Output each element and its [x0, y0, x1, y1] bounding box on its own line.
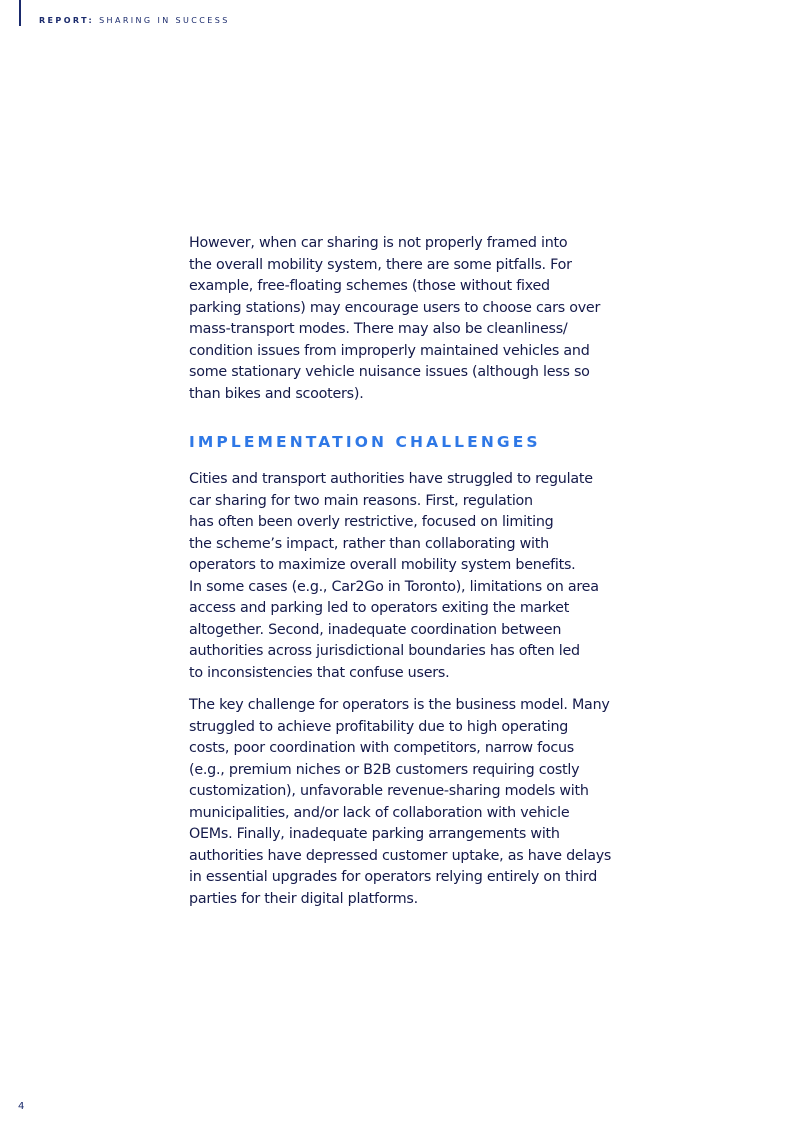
text-line: customization), unfavorable revenue-sharing models with	[189, 783, 589, 799]
text-line: OEMs. Finally, inadequate parking arrangements with	[189, 826, 560, 842]
text-line: The key challenge for operators is the business model. Many	[189, 697, 610, 713]
text-line: operators to maximize overall mobility system benefits.	[189, 557, 576, 573]
text-line: the scheme’s impact, rather than collaborating with	[189, 535, 549, 552]
intro-paragraph	[189, 233, 614, 405]
running-header	[39, 16, 230, 25]
text-line: car sharing for two main reasons. First, regulation	[189, 492, 533, 509]
page-number: 4	[18, 1101, 25, 1112]
running-header-title: SHARING IN SUCCESS	[99, 16, 230, 25]
text-line: authorities have depressed customer uptake, as have delays	[189, 847, 612, 864]
text-line: mass-transport modes. There may also be cleanliness/	[189, 321, 568, 337]
text-line: However, when car sharing is not properly framed into	[189, 235, 568, 251]
text-line: the overall mobility system, there are some pitfalls. For	[189, 256, 572, 273]
business-model-paragraph	[189, 695, 614, 910]
text-line: costs, poor coordination with competitors, narrow focus	[189, 740, 574, 756]
text-line: struggled to achieve profitability due to high operating	[189, 718, 569, 735]
text-line: has often been overly restrictive, focused on limiting	[189, 514, 554, 530]
text-line: to inconsistencies that confuse users.	[189, 664, 450, 681]
text-line: (e.g., premium niches or B2B customers requiring costly	[189, 761, 580, 778]
text-line: authorities across jurisdictional boundaries has often led	[189, 643, 580, 659]
text-line: Cities and transport authorities have struggled to regulate	[189, 471, 593, 487]
text-line: parties for their digital platforms.	[189, 890, 418, 907]
text-line: condition issues from improperly maintained vehicles and	[189, 342, 590, 359]
header-rule	[19, 0, 21, 26]
text-line: municipalities, and/or lack of collaboration with vehicle	[189, 804, 570, 821]
section-heading: IMPLEMENTATION CHALLENGES	[189, 433, 541, 451]
text-line: access and parking led to operators exiting the market	[189, 600, 570, 616]
text-line: example, free-floating schemes (those without fixed	[189, 278, 550, 294]
text-line: some stationary vehicle nuisance issues (although less so	[189, 364, 590, 380]
article-body	[189, 233, 614, 910]
regulation-paragraph	[189, 469, 614, 684]
text-line: than bikes and scooters).	[189, 385, 364, 402]
text-line: In some cases (e.g., Car2Go in Toronto), limitations on area	[189, 578, 599, 595]
running-header-label: REPORT:	[39, 16, 95, 25]
text-line: in essential upgrades for operators relying entirely on third	[189, 869, 598, 885]
text-line: altogether. Second, inadequate coordination between	[189, 621, 562, 638]
text-line: parking stations) may encourage users to choose cars over	[189, 299, 601, 316]
